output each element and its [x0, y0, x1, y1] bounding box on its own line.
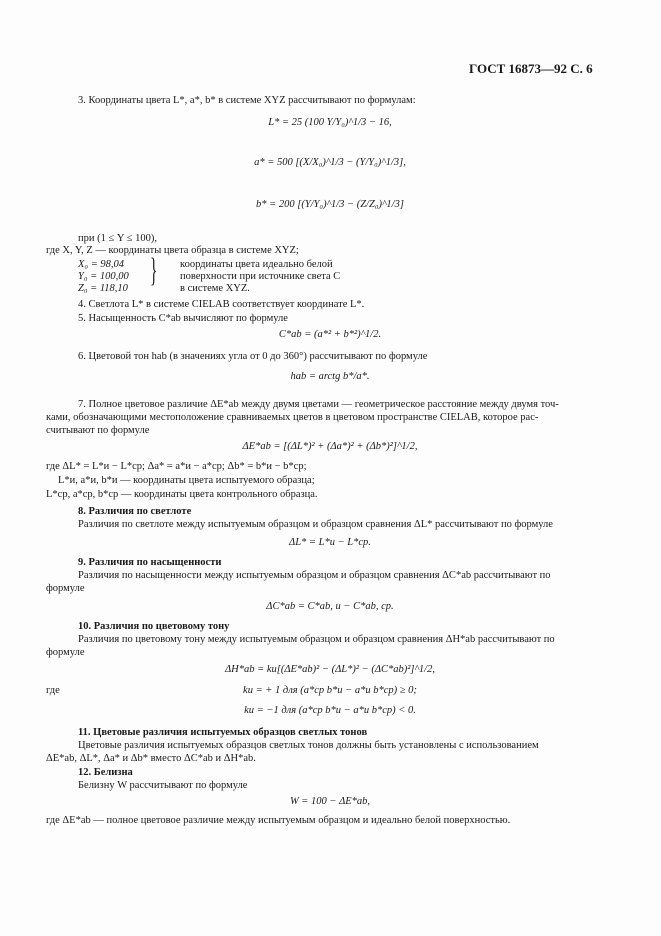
formula-whiteness: W = 100 − ΔE*ab, — [289, 796, 371, 807]
section-7-where-1: где ΔL* = L*и − L*ср; Δa* = a*и − a*ср; Δb* = b*и − b*ср; — [46, 461, 307, 472]
section-5-text: 5. Насыщенность C*ab вычисляют по формуле — [78, 313, 288, 324]
section-11-line-2: ΔE*ab, ΔL*, Δa* и Δb* вместо ΔC*ab и ΔH*ab. — [46, 753, 256, 764]
section-12-where: где ΔE*ab — полное цветовое различие между испытуемым образцом и идеально белой поверхностью. — [46, 815, 511, 826]
formula-L: L* = 25 (100 Y/Y₀)^1/3 − 16, — [268, 117, 392, 128]
section-11-title: 11. Цветовые различия испытуемых образцов светлых тонов — [78, 727, 368, 738]
formula-delta-e: ΔE*ab = [(ΔL*)² + (Δa*)² + (Δb*)²]^1/2, — [242, 441, 418, 452]
formula-k-positive: kи = + 1 для (a*ср b*и − a*и b*ср) ≥ 0; — [243, 685, 417, 696]
section-10-line-1: Различия по цветовому тону между испытуемым образцом и образцом сравнения ΔH*ab рассчитывают по — [78, 634, 555, 645]
section-10-where: где — [46, 685, 60, 696]
section-9-line-2: формуле — [46, 583, 85, 594]
white-desc-3: в системе XYZ. — [180, 283, 250, 294]
section-9-line-1: Различия по насыщенности между испытуемым образцом и образцом сравнения ΔC*ab рассчитывают по — [78, 570, 551, 581]
white-desc-2: поверхности при источнике света C — [180, 271, 341, 282]
right-brace-icon: } — [150, 252, 158, 289]
section-11-line-1: Цветовые различия испытуемых образцов светлых тонов должны быть установлены с использованием — [78, 740, 539, 751]
white-desc-1: координаты цвета идеально белой — [180, 259, 333, 270]
section-4-text: 4. Светлота L* в системе CIELAB соответствует координате L*. — [78, 299, 365, 310]
section-7-line-3: считывают по формуле — [46, 425, 150, 436]
formula-b: b* = 200 [(Y/Y₀)^1/3 − (Z/Z₀)^1/3] — [256, 199, 404, 210]
x0-value: X₀ = 98,04 — [78, 259, 125, 270]
section-8-text: Различия по светлоте между испытуемым образцом и образцом сравнения ΔL* рассчитывают по формуле — [78, 519, 553, 530]
section-7-where-3: L*ср, a*ср, b*ср — координаты цвета контрольного образца. — [46, 489, 318, 500]
formula-k-negative: kи = −1 для (a*ср b*и − a*и b*ср) < 0. — [244, 705, 416, 716]
section-10-title: 10. Различия по цветовому тону — [78, 621, 230, 632]
section-6-text: 6. Цветовой тон hab (в значениях угла от 0 до 360°) рассчитывают по формуле — [78, 351, 428, 362]
formula-a: a* = 500 [(X/X₀)^1/3 − (Y/Y₀)^1/3], — [254, 157, 406, 168]
formula-delta-l: ΔL* = L*и − L*ср. — [289, 537, 371, 548]
condition-text: при (1 ≤ Y ≤ 100), — [78, 233, 157, 244]
formula-delta-h: ΔH*ab = kи[(ΔE*ab)² − (ΔL*)² − (ΔC*ab)²]^1/2, — [225, 664, 435, 675]
where-xyz: где X, Y, Z — координаты цвета образца в системе XYZ; — [46, 245, 299, 256]
formula-chroma: C*ab = (a*² + b*²)^1/2. — [278, 329, 382, 340]
formula-hue: hab = arctg b*/a*. — [290, 371, 370, 382]
z0-value: Z₀ = 118,10 — [78, 283, 128, 294]
y0-value: Y₀ = 100,00 — [78, 271, 129, 282]
section-7-where-2: L*и, a*и, b*и — координаты цвета испытуемого образца; — [58, 475, 315, 486]
section-12-text: Белизну W рассчитывают по формуле — [78, 780, 248, 791]
section-7-line-1: 7. Полное цветовое различие ΔE*ab между двумя цветами — геометрическое расстояние между двумя точ- — [78, 399, 559, 410]
section-9-title: 9. Различия по насыщенности — [78, 557, 222, 568]
section-8-title: 8. Различия по светлоте — [78, 506, 192, 517]
section-3-intro: 3. Координаты цвета L*, a*, b* в системе XYZ рассчитывают по формулам: — [78, 95, 416, 106]
section-10-line-2: формуле — [46, 647, 85, 658]
page-header: ГОСТ 16873—92 С. 6 — [469, 61, 593, 76]
section-12-title: 12. Белизна — [78, 767, 133, 778]
section-7-line-2: ками, обозначающими местоположение сравниваемых цветов в цветовом пространстве CIELAB, которое рас- — [46, 412, 539, 423]
formula-delta-c: ΔC*ab = C*ab, и − C*ab, ср. — [266, 601, 394, 612]
